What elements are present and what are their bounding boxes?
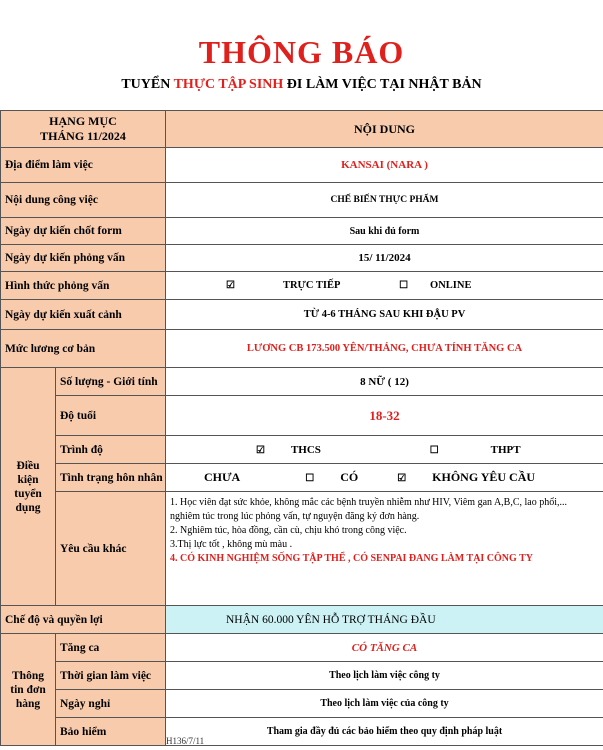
job-label: Nội dung công việc bbox=[1, 183, 166, 218]
form-close-label: Ngày dự kiến chốt form bbox=[1, 218, 166, 245]
overtime-value: CÓ TĂNG CA bbox=[166, 634, 603, 662]
departure-value: TỪ 4-6 THÁNG SAU KHI ĐẬU PV bbox=[166, 300, 603, 330]
education-label: Trình độ bbox=[56, 436, 166, 464]
requirement-item: 2. Nghiêm túc, hòa đồng, cần cù, chịu khó trong công việc. bbox=[170, 525, 407, 536]
form-close-value: Sau khi đủ form bbox=[166, 218, 603, 245]
other-requirements-label: Yêu cầu khác bbox=[56, 492, 166, 606]
interview-date-value: 15/ 11/2024 bbox=[166, 245, 603, 272]
departure-label: Ngày dự kiến xuất cảnh bbox=[1, 300, 166, 330]
footer-code: H136/7/11 bbox=[166, 736, 205, 746]
benefits-label: Chế độ và quyền lợi bbox=[1, 606, 166, 634]
quantity-label: Số lượng - Giới tính bbox=[56, 368, 166, 396]
no-requirement-checkbox[interactable]: ☑ bbox=[397, 473, 407, 484]
age-label: Độ tuổi bbox=[56, 396, 166, 436]
thpt-option-label: THPT bbox=[490, 443, 521, 456]
subtitle-post: ĐI LÀM VIỆC TẠI NHẬT BẢN bbox=[283, 77, 482, 92]
other-requirements-list bbox=[166, 492, 603, 606]
subtitle-highlight: THỰC TẬP SINH bbox=[173, 77, 284, 92]
insurance-label: Bảo hiểm bbox=[56, 718, 166, 746]
salary-value: LƯƠNG CB 173.500 YÊN/THÁNG, CHƯA TÍNH TĂNG CA bbox=[166, 330, 603, 368]
interview-date-label: Ngày dự kiến phỏng vấn bbox=[1, 245, 166, 272]
thpt-checkbox[interactable]: ☐ bbox=[429, 444, 439, 456]
work-time-label: Thời gian làm việc bbox=[56, 662, 166, 690]
overtime-label: Tăng ca bbox=[56, 634, 166, 662]
age-value: 18-32 bbox=[166, 396, 603, 436]
requirement-item: 1. Học viên đạt sức khỏe, không mắc các bệnh truyền nhiễm như HIV, Viêm gan A,B,C, lao phổi,... nghiêm túc trong lúc phỏng vấn, tự nguyện đăng ký đơn hàng. bbox=[170, 497, 568, 522]
interview-type-label: Hình thức phỏng vấn bbox=[1, 272, 166, 300]
header-content: NỘI DUNG bbox=[166, 111, 603, 148]
location-label: Địa điểm làm việc bbox=[1, 148, 166, 183]
benefits-value: NHẬN 60.000 YÊN HỖ TRỢ THÁNG ĐẦU bbox=[166, 606, 603, 634]
online-checkbox[interactable]: ☐ bbox=[399, 280, 409, 291]
order-info-group-label: Thông tin đơn hàng bbox=[1, 634, 56, 746]
married-option-label: CÓ bbox=[340, 470, 359, 484]
marital-options bbox=[166, 464, 603, 492]
page-title: THÔNG BÁO bbox=[198, 34, 405, 70]
job-value: CHẾ BIẾN THỰC PHẨM bbox=[166, 183, 603, 218]
day-off-label: Ngày nghỉ bbox=[56, 690, 166, 718]
header-category-line2: THÁNG 11/2024 bbox=[40, 129, 126, 143]
header-category-line1: HẠNG MỤC bbox=[49, 114, 117, 128]
online-option-label: ONLINE bbox=[430, 280, 472, 291]
subtitle-pre: TUYỂN bbox=[121, 77, 174, 92]
thcs-checkbox[interactable]: ☑ bbox=[256, 444, 265, 456]
day-off-value: Theo lịch làm việc của công ty bbox=[166, 690, 603, 718]
work-time-value: Theo lịch làm việc công ty bbox=[166, 662, 603, 690]
direct-checkbox[interactable]: ☑ bbox=[226, 280, 235, 291]
requirement-item: 3.Thị lực tốt , không mù màu . bbox=[170, 539, 293, 550]
no-requirement-option-label: KHÔNG YÊU CẦU bbox=[432, 470, 536, 484]
location-value: KANSAI (NARA ) bbox=[166, 148, 603, 183]
marital-label: Tình trạng hôn nhân bbox=[56, 464, 166, 492]
page-subtitle bbox=[0, 77, 603, 93]
married-checkbox[interactable]: ☐ bbox=[305, 473, 315, 484]
interview-type-options bbox=[166, 272, 603, 300]
thcs-option-label: THCS bbox=[290, 443, 321, 456]
salary-label: Mức lương cơ bản bbox=[1, 330, 166, 368]
header-category bbox=[1, 111, 166, 148]
conditions-group-label: Điều kiện tuyển dụng bbox=[1, 368, 56, 606]
direct-option-label: TRỰC TIẾP bbox=[282, 280, 341, 291]
notice-table bbox=[0, 110, 603, 746]
requirement-item: 4. CÓ KINH NGHIỆM SỐNG TẬP THỂ , CÓ SENPAI ĐANG LÀM TẠI CÔNG TY bbox=[170, 553, 534, 564]
quantity-value: 8 NỮ ( 12) bbox=[166, 368, 603, 396]
insurance-value: Tham gia đầy đủ các bảo hiểm theo quy định pháp luật bbox=[166, 718, 603, 746]
single-option-label: CHƯA bbox=[204, 470, 241, 484]
education-options bbox=[166, 436, 603, 464]
